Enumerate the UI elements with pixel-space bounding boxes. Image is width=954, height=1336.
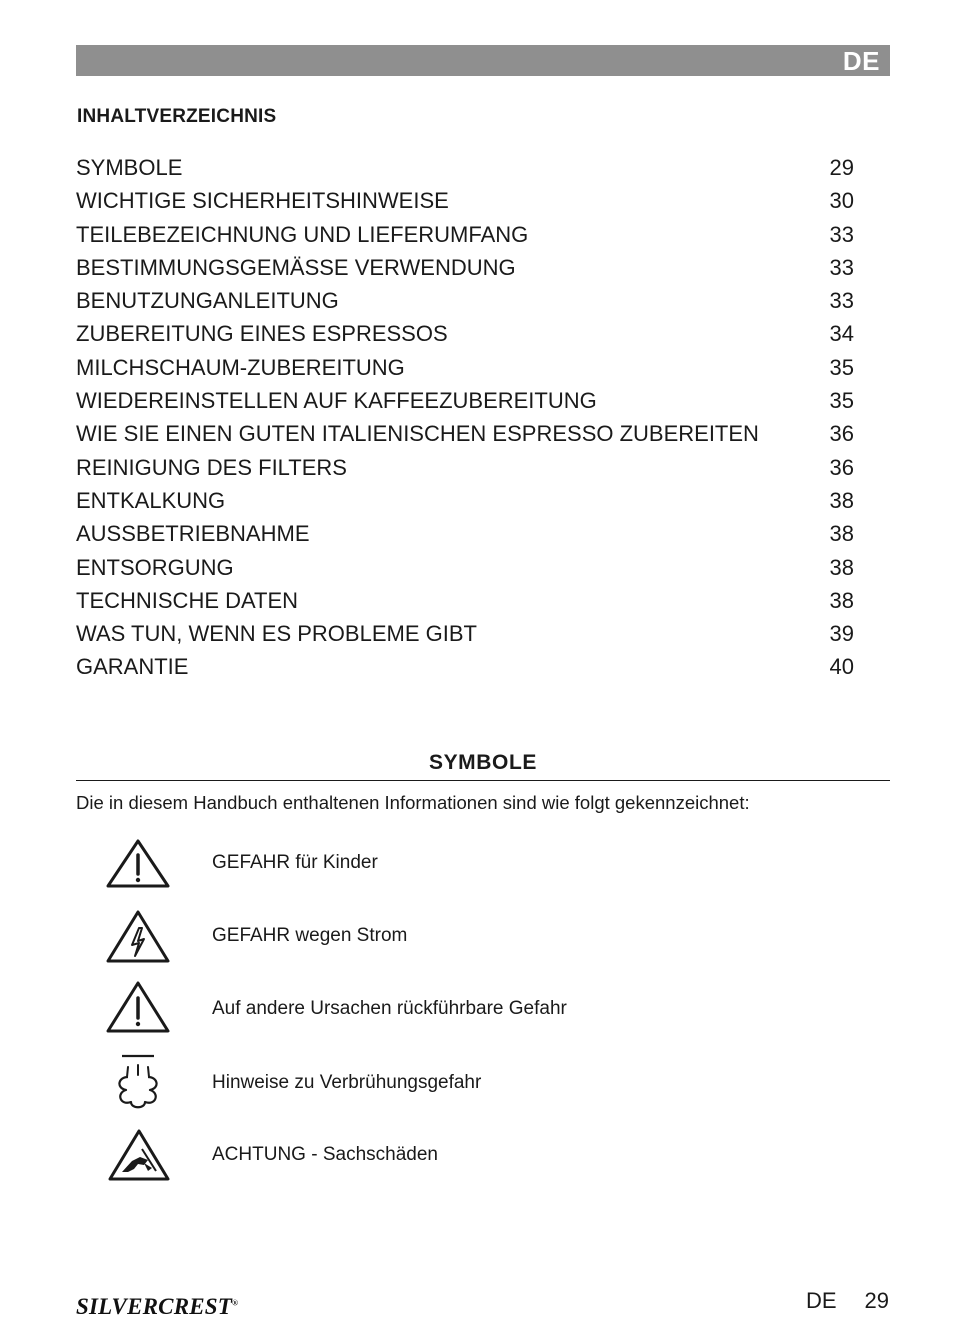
symbol-row — [0, 1053, 954, 1123]
toc-entry-page: 36 — [829, 421, 854, 447]
brand-logo — [76, 1294, 238, 1320]
toc-entry-title: REINIGUNG DES FILTERS — [76, 454, 347, 480]
language-badge: DE — [842, 46, 880, 76]
symbol-row — [0, 836, 954, 906]
toc-entry-page: 35 — [829, 354, 854, 380]
symbol-row — [0, 979, 954, 1049]
toc-entry-title: TEILEBEZEICHNUNG UND LIEFERUMFANG — [76, 221, 529, 247]
steam-hot-surface-icon — [104, 1053, 172, 1117]
toc-entry-title: TECHNISCHE DATEN — [76, 587, 299, 613]
toc-entry[interactable] — [76, 517, 856, 550]
toc-entry-title: WIE SIE EINEN GUTEN ITALIENISCHEN ESPRESSO ZUBEREITEN — [76, 421, 759, 447]
toc-entry-title: MILCHSCHAUM-ZUBEREITUNG — [76, 354, 405, 380]
toc-entry[interactable] — [76, 151, 856, 184]
toc-entry-title: WICHTIGE SICHERHEITSHINWEISE — [76, 188, 449, 214]
table-of-contents — [76, 151, 856, 684]
toc-entry-page: 33 — [829, 254, 854, 280]
toc-entry[interactable] — [76, 451, 856, 484]
toc-entry-page: 39 — [829, 621, 854, 647]
page-number: 29 — [864, 1288, 889, 1313]
toc-entry-title: ZUBEREITUNG EINES ESPRESSOS — [76, 321, 448, 347]
toc-entry-title: WAS TUN, WENN ES PROBLEME GIBT — [76, 621, 477, 647]
symbols-intro: Die in diesem Handbuch enthaltenen Informationen sind wie folgt gekennzeichnet: — [76, 792, 750, 813]
hand-damage-icon — [104, 1127, 172, 1191]
symbols-divider — [76, 780, 890, 781]
warning-triangle-icon — [104, 836, 172, 900]
toc-entry-title: ENTKALKUNG — [76, 487, 226, 513]
toc-entry-title: SYMBOLE — [76, 155, 183, 180]
electric-hazard-icon — [104, 908, 172, 972]
symbol-label: GEFAHR wegen Strom — [212, 925, 408, 946]
toc-entry-page: 38 — [829, 521, 854, 547]
toc-entry-page: 34 — [829, 321, 854, 347]
symbol-row — [0, 1127, 954, 1197]
toc-entry-title: BENUTZUNGANLEITUNG — [76, 288, 339, 314]
toc-entry[interactable] — [76, 351, 856, 384]
toc-entry-page: 33 — [829, 221, 854, 247]
toc-entry-page: 30 — [829, 188, 854, 214]
toc-entry-page: 40 — [829, 654, 854, 680]
warning-triangle-icon — [104, 979, 172, 1043]
symbol-row — [0, 908, 954, 978]
toc-entry[interactable] — [76, 551, 856, 584]
symbols-heading: SYMBOLE — [428, 751, 538, 774]
toc-entry[interactable] — [76, 284, 856, 317]
toc-heading: INHALTVERZEICHNIS — [77, 106, 277, 127]
toc-entry-title: AUSSBETRIEBNAHME — [76, 521, 310, 547]
toc-entry[interactable] — [76, 584, 856, 617]
registered-mark: ® — [232, 1298, 239, 1308]
symbol-label: GEFAHR für Kinder — [212, 852, 378, 873]
toc-entry[interactable] — [76, 484, 856, 517]
toc-entry[interactable] — [76, 417, 856, 450]
toc-entry-page: 29 — [829, 155, 854, 180]
toc-entry-title: BESTIMMUNGSGEMÄSSE VERWENDUNG — [76, 254, 516, 280]
toc-entry-page: 38 — [829, 487, 854, 513]
toc-entry-page: 38 — [829, 587, 854, 613]
toc-entry[interactable] — [76, 218, 856, 251]
toc-entry-page: 38 — [829, 554, 854, 580]
page-footer — [806, 1288, 889, 1314]
symbol-label: Hinweise zu Verbrühungsgefahr — [212, 1072, 482, 1093]
footer-language: DE — [805, 1288, 837, 1313]
toc-entry-title: WIEDEREINSTELLEN AUF KAFFEEZUBEREITUNG — [76, 388, 597, 414]
language-header-bar — [76, 45, 890, 76]
toc-entry-title: GARANTIE — [76, 654, 189, 680]
toc-entry-title: ENTSORGUNG — [76, 554, 234, 580]
toc-entry-page: 35 — [829, 388, 854, 414]
toc-entry-page: 36 — [829, 454, 854, 480]
toc-entry[interactable] — [76, 617, 856, 650]
brand-name: SILVERCREST — [76, 1294, 233, 1319]
symbol-label: ACHTUNG - Sachschäden — [212, 1144, 438, 1165]
toc-entry[interactable] — [76, 251, 856, 284]
symbol-label: Auf andere Ursachen rückführbare Gefahr — [212, 998, 567, 1019]
toc-entry[interactable] — [76, 384, 856, 417]
toc-entry-page: 33 — [829, 288, 854, 314]
toc-entry[interactable] — [76, 184, 856, 217]
toc-entry[interactable] — [76, 650, 856, 683]
toc-entry[interactable] — [76, 317, 856, 350]
